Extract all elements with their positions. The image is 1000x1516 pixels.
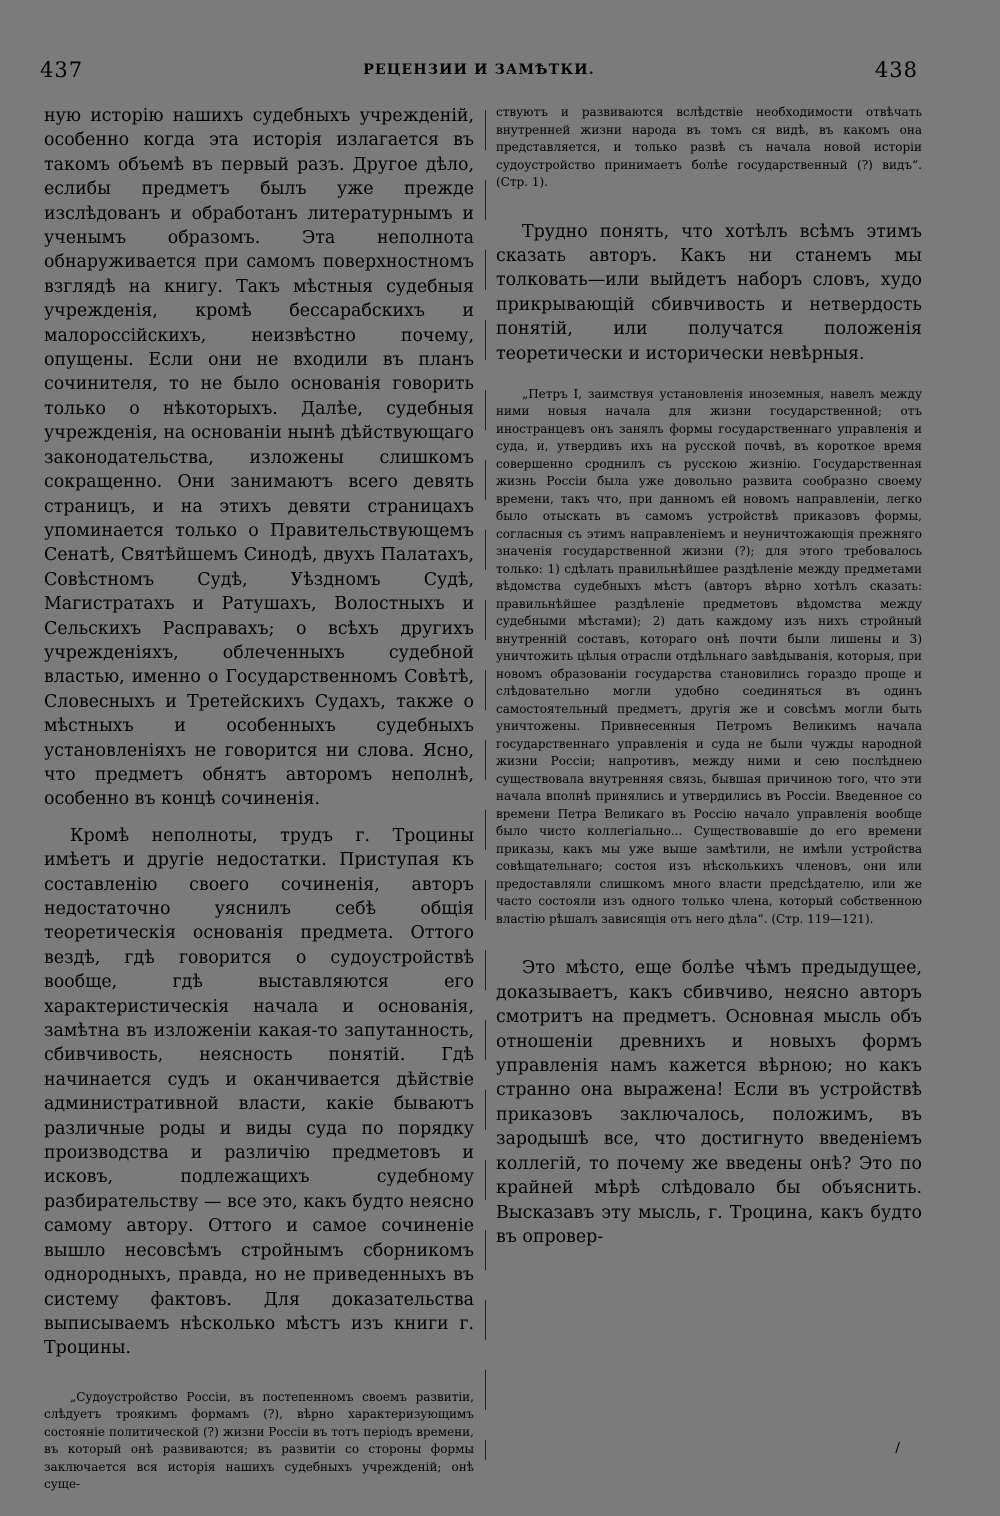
- quote-1-continued: ствуютъ и развиваются вслѣдствіе необходимости отвѣчать внутренней жизни народа въ томъ ся видѣ, въ какомъ она представляется, и только развѣ съ начала новой исторіи судоустройство принимаетъ болѣе государственный (?) видъ“. (Стр. 1).: [496, 105, 922, 189]
- right-column: [496, 104, 922, 1249]
- page-number-right: 438: [874, 58, 918, 82]
- quote-1: „Судоустройство Россіи, въ постепенномъ своемъ развитіи, слѣдуетъ троякимъ формамъ (?), вѣрно характеризующимъ состояніе политической (?) жизни Россіи въ тотъ періодъ времени, въ который онѣ развиваются; въ развитіи со стороны формы заключается вся исторія нашихъ судебныхъ учрежденій; онѣ суще-: [44, 1389, 474, 1492]
- left-column: [44, 104, 474, 1494]
- column-divider: [485, 110, 486, 1460]
- running-title: РЕЦЕНЗИИ И ЗАМѢТКИ.: [363, 62, 595, 78]
- quote-2: „Петръ I, заимствуя установленія иноземныя, навелъ между ними новыя начала для жизни государственной; отъ иностранцевъ онъ занялъ формы государственнаго управленія и суда, и, утвердивъ ихъ на русской почвѣ, въ короткое время совершенно сроднилъ съ русскою жизнію. Государственная жизнь Россіи была уже довольно развита сообразно своему времени, такъ что, при данномъ ей новомъ направленіи, легко было отыскать въ самомъ устройствѣ приказовъ формы, согласныя съ этимъ направленіемъ и неуничтожающія прежняго значенія государственной жизни (?); для этого требовалось только: 1) сдѣлать правильнѣйшее раздѣленіе между предметами вѣдомства судебныхъ мѣстъ (авторъ вѣрно хотѣлъ сказать: правильнѣйшее раздѣленіе предметовъ вѣдомства между судебными мѣстами); 2) дать каждому изъ нихъ стройный внутренній составъ, котораго онѣ почти были лишены и 3) уничтожить цѣлыя отрасли отдѣльнаго завѣдыванія, которыя, при новомъ образованіи государства становились гораздо проще и слѣдовательно могли удобно соединяться въ одинъ самостоятельный предметъ, другія же и совсѣмъ могли быть уничтожены. Привнесенныя Петромъ Великимъ начала государственнаго управленія и суда не были чужды народной жизни Россіи; напротивъ, между ними и сею послѣднею существовала внутренняя связь, бывшая причиною того, что эти начала вполнѣ принялись и утвердились въ Россіи. Введенное со времени Петра Великаго въ Россію начало управленія вообще было чисто коллегіально... Существовавшіе до его времени приказы, какъ мы уже выше замѣтили, не имѣли устройства совѣщательнаго; состоя изъ нѣсколькихъ членовъ, они или предоставляли слишкомъ много власти предсѣдателю, или же часто состояли изъ одного только члена, который собственною властію рѣшалъ зависящія отъ него дѣла“. (Стр. 119—121).: [496, 386, 922, 926]
- paragraph-4: Это мѣсто, еще болѣе чѣмъ предыдущее, доказываетъ, какъ сбивчиво, неясно авторъ смотритъ на предметъ. Основная мысль объ отношеніи древнихъ и новыхъ формъ управленія намъ кажется вѣрною; но какъ странно она выражена! Если въ устройствѣ приказовъ заключалось, положимъ, въ зародышѣ все, что достигнуто введеніемъ коллегій, то почему же введены онѣ? Это по крайней мѣрѣ слѣдовало бы объяснить. Высказавъ эту мысль, г. Троцина, какъ будто въ опровер-: [496, 958, 922, 1247]
- corner-mark: \: [890, 1440, 904, 1456]
- paragraph-2: Кромѣ неполноты, трудъ г. Троцины имѣетъ и другіе недостатки. Приступая къ составленію своего сочиненія, авторъ недостаточно уяснилъ себѣ общія теоретическія основанія предмета. Оттого вездѣ, гдѣ говорится о судоустройствѣ вообще, гдѣ выставляются его характеристическія начала и основанія, замѣтна въ изложеніи какая-то запутанность, сбивчивость, неясность понятій. Гдѣ начинается судъ и оканчивается дѣйствіе административной власти, какіе бываютъ различные роды и виды суда по порядку производства и различію предметовъ и исковъ, подлежащихъ судебному разбирательству — все это, какъ будто неясно самому автору. Оттого и самое сочиненіе вышло несовсѣмъ стройнымъ сборникомъ однородныхъ, правда, но не приведенныхъ въ систему фактовъ. Для доказательства выписываемъ нѣсколько мѣстъ изъ книги г. Троцины.: [44, 825, 474, 1359]
- paragraph-1: ную исторію нашихъ судебныхъ учрежденій, особенно когда эта исторія излагается въ такомъ объемѣ въ первый разъ. Другое дѣло, еслибы предметъ былъ уже прежде изслѣдованъ и обработанъ литературнымъ и ученымъ образомъ. Эта неполнота обнаруживается при самомъ поверхностномъ взглядѣ на книгу. Такъ мѣстныя судебныя учрежденія, кромѣ бессарабскихъ и малороссійскихъ, неизвѣстно почему, опущены. Если они не входили въ планъ сочинителя, то не было основанія говорить только о нѣкоторыхъ. Далѣе, судебныя учрежденія, на основаніи нынѣ дѣйствующаго законодательства, изложены слишкомъ сокращенно. Они занимаютъ всего девять страницъ, и на этихъ девяти страницахъ упоминается только о Правительствующемъ Сенатѣ, Святѣйшемъ Синодѣ, двухъ Палатахъ, Совѣстномъ Судѣ, Уѣздномъ Судѣ, Магистратахъ и Ратушахъ, Волостныхъ и Сельскихъ Расправахъ; о всѣхъ другихъ учрежденіяхъ, облеченныхъ судебной властью, именно о Государственномъ Совѣтѣ, Словесныхъ и Третейскихъ Судахъ, также о мѣстныхъ и особенныхъ судебныхъ установленіяхъ не говорится ни слова. Ясно, что предметъ обнятъ авторомъ неполнѣ, особенно въ концѣ сочиненія.: [44, 106, 474, 810]
- page-number-left: 437: [40, 58, 84, 82]
- page-header: [0, 58, 1000, 88]
- paragraph-3: Трудно понять, что хотѣлъ всѣмъ этимъ сказать авторъ. Какъ ни станемъ мы толковать—или выйдетъ наборъ словъ, худо прикрывающій сбивчивость и нетвердость понятій, или получатся положенія теоретически и исторически невѣрныя.: [496, 221, 922, 364]
